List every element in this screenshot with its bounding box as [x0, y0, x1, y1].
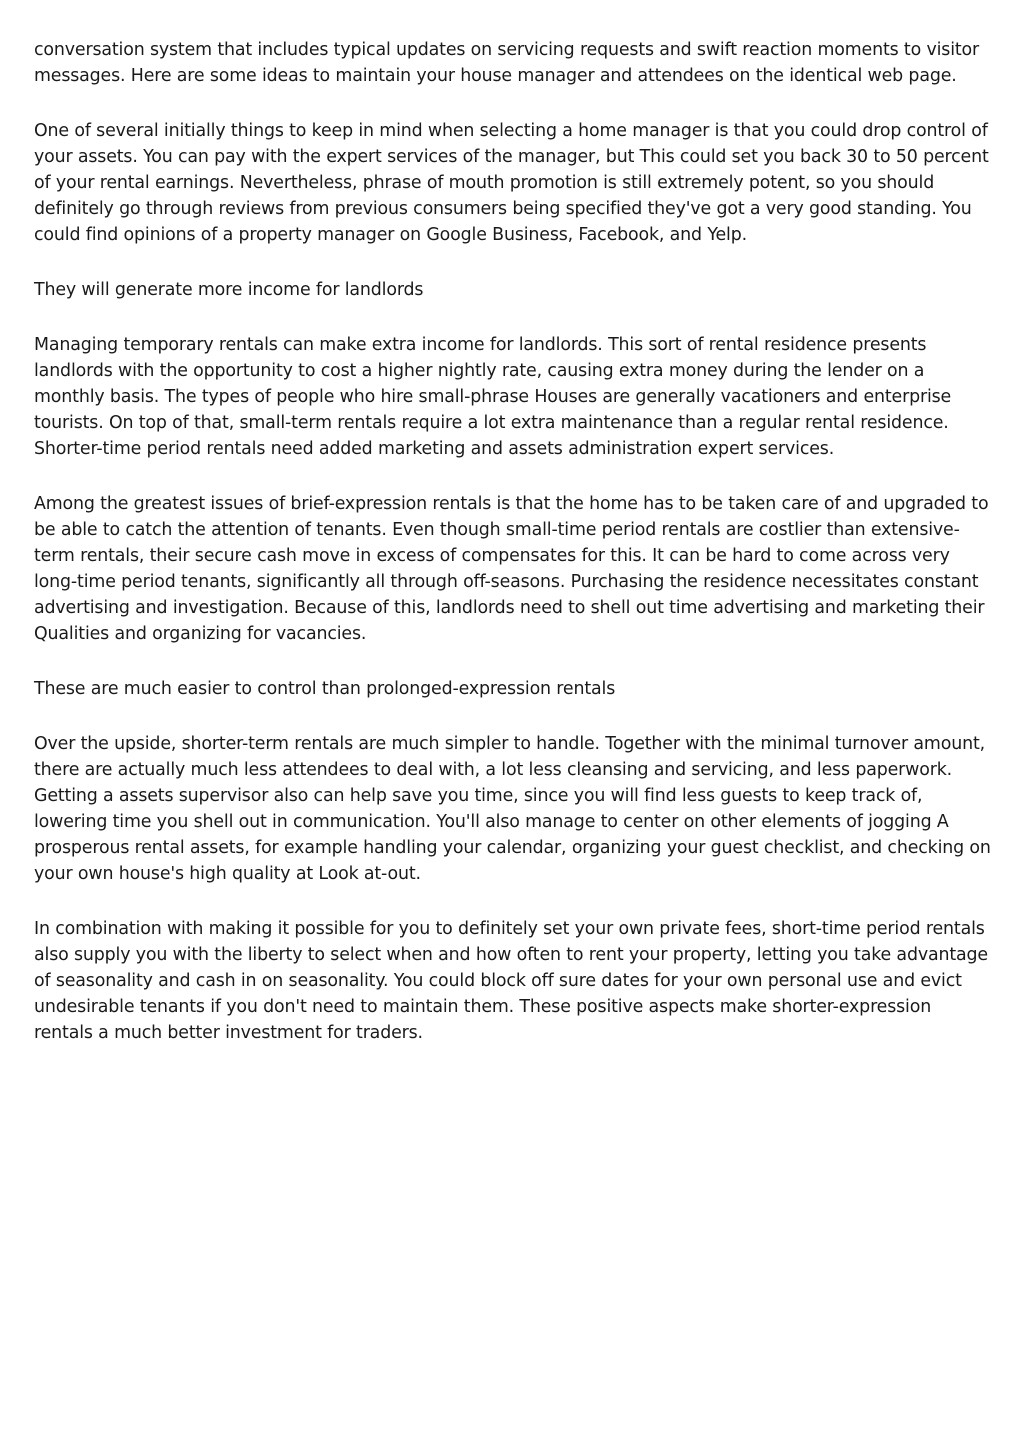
paragraph-upside: Over the upside, shorter-term rentals are much simpler to handle. Together with the minimal turnover amount, there are actually much less attendees to deal with, a lot less cleansing and servicing, and less paperwork. Getting a assets supervisor also can help save you time, since you will find less guests to keep track of, lowering time you shell out in communication. You'll also manage to center on other elements of jogging A prosperous rental assets, for example handling your calendar, organizing your guest checklist, and checking on your own house's high quality at Look at-out.: [34, 734, 991, 884]
paragraph-property-manager: One of several initially things to keep in mind when selecting a home manager is that you could drop control of your assets. You can pay with the expert services of the manager, but This could set you back 30 to 50 percent of your rental earnings. Nevertheless, phrase of mouth promotion is still extremely potent, so you should definitely go through reviews from previous consumers being specified they've got a very good standing. You could find opinions of a property manager on Google Business, Facebook, and Yelp.: [34, 121, 989, 245]
paragraph-brief-rentals-issues: Among the greatest issues of brief-expression rentals is that the home has to be taken care of and upgraded to be able to catch the attention of tenants. Even though small-time period rentals are costlier than extensive-term rentals, their secure cash move in excess of compensates for this. It can be hard to come across very long-time period tenants, significantly all through off-seasons. Purchasing the residence necessitates constant advertising and investigation. Because of this, landlords need to shell out time advertising and marketing their Qualities and organizing for vacancies.: [34, 494, 989, 644]
document-page: [34, 37, 994, 1075]
paragraph-intro: conversation system that includes typical updates on servicing requests and swift reaction moments to visitor messages. Here are some ideas to maintain your house manager and attendees on the identical web page.: [34, 40, 980, 86]
paragraph-temporary-rentals: Managing temporary rentals can make extra income for landlords. This sort of rental residence presents landlords with the opportunity to cost a higher nightly rate, causing extra money during the lender on a monthly basis. The types of people who hire small-phrase Houses are generally vacationers and enterprise tourists. On top of that, small-term rentals require a lot extra maintenance than a regular rental residence. Shorter-time period rentals need added marketing and assets administration expert services.: [34, 335, 952, 459]
paragraph-fees-liberty: In combination with making it possible for you to definitely set your own private fees, short-time period rentals also supply you with the liberty to select when and how often to rent your property, letting you take advantage of seasonality and cash in on seasonality. You could block off sure dates for your own personal use and evict undesirable tenants if you don't need to maintain them. These positive aspects make shorter-expression rentals a much better investment for traders.: [34, 919, 988, 1043]
section-heading-easier-control: These are much easier to control than prolonged-expression rentals: [34, 679, 616, 699]
section-heading-income: They will generate more income for landlords: [34, 280, 424, 300]
